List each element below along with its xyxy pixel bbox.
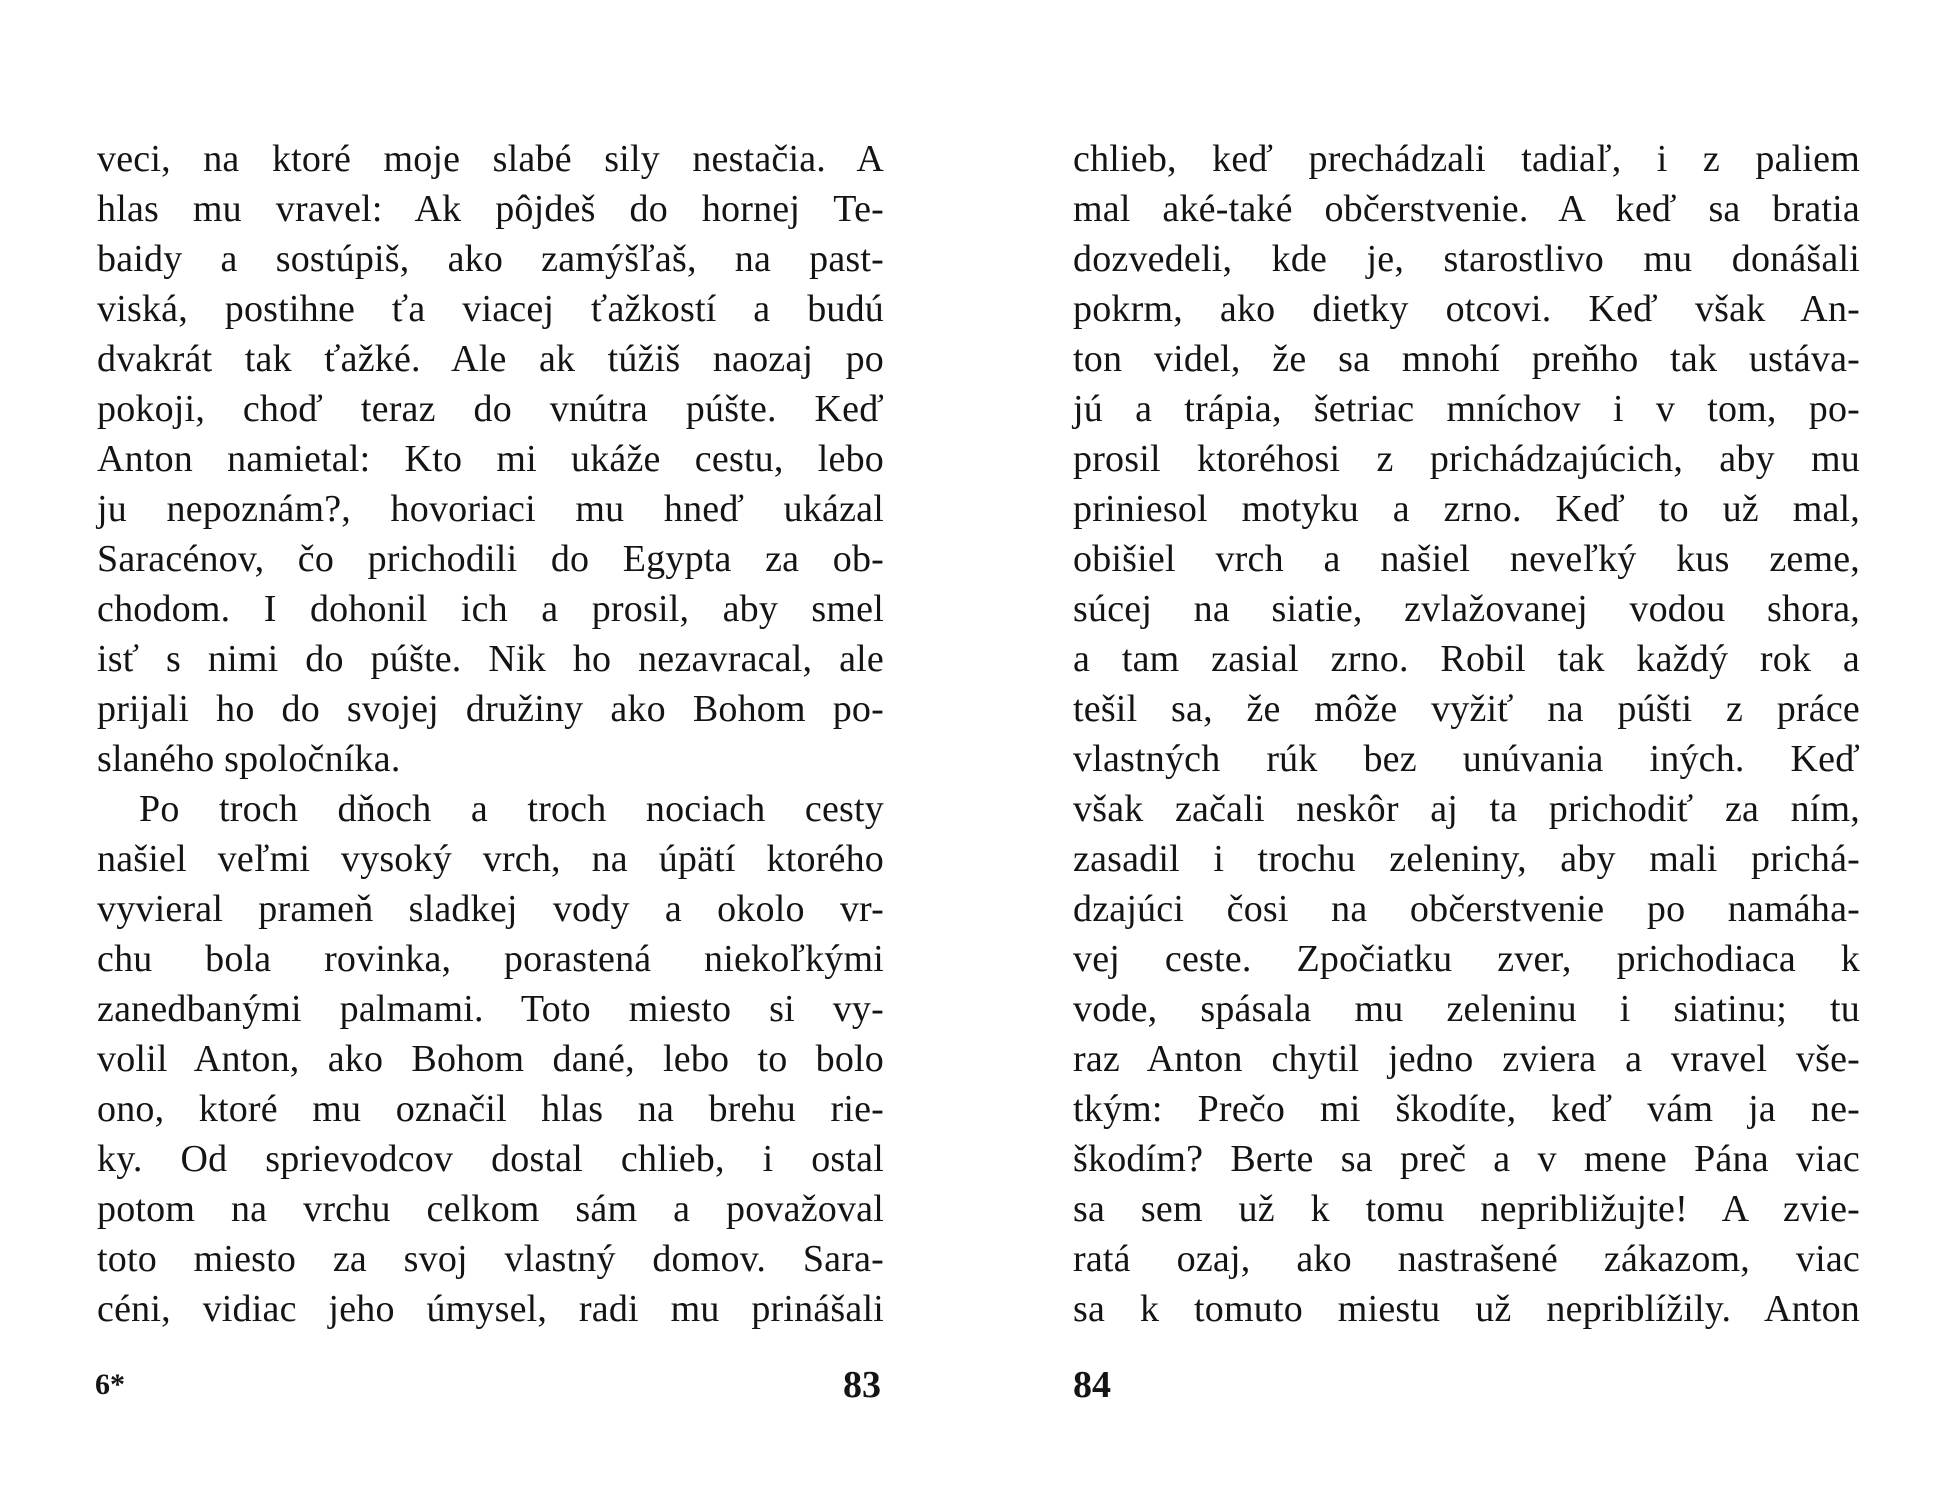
page-number-right: 84 (1073, 1364, 1111, 1406)
text-line: vej ceste. Zpočiatku zver, prichodiaca k (1073, 938, 1860, 980)
text-line: dozvedeli, kde je, starostlivo mu donášali (1073, 238, 1860, 280)
text-line: Anton namietal: Kto mi ukáže cestu, lebo (97, 438, 884, 480)
text-line: mal aké-také občerstvenie. A keď sa bratia (1073, 188, 1860, 230)
text-line: viská, postihne ťa viacej ťažkostí a budú (97, 288, 884, 330)
text-line: ky. Od sprievodcov dostal chlieb, i ostal (97, 1138, 884, 1180)
text-line: raz Anton chytil jedno zviera a vravel vše- (1073, 1038, 1860, 1080)
text-line: našiel veľmi vysoký vrch, na úpätí ktorého (97, 838, 884, 880)
text-line: súcej na siatie, zvlažovanej vodou shora, (1073, 588, 1860, 630)
text-line: chlieb, keď prechádzali tadiaľ, i z paliem (1073, 138, 1860, 180)
text-line: vlastných rúk bez unúvania iných. Keď (1073, 738, 1860, 780)
text-line: chu bola rovinka, porastená niekoľkými (97, 938, 884, 980)
text-line: prijali ho do svojej družiny ako Bohom po- (97, 688, 884, 730)
text-line: volil Anton, ako Bohom dané, lebo to bolo (97, 1038, 884, 1080)
text-line: dvakrát tak ťažké. Ale ak túžiš naozaj po (97, 338, 884, 380)
text-line: chodom. I dohonil ich a prosil, aby smel (97, 588, 884, 630)
signature-mark: 6* (95, 1368, 125, 1401)
page-number-left: 83 (843, 1364, 881, 1406)
text-line: ton videl, že sa mnohí preňho tak ustáva- (1073, 338, 1860, 380)
text-line: zasadil i trochu zeleniny, aby mali prichá- (1073, 838, 1860, 880)
text-line: toto miesto za svoj vlastný domov. Sara- (97, 1238, 884, 1280)
text-line: hlas mu vravel: Ak pôjdeš do hornej Te- (97, 188, 884, 230)
text-line: baidy a sostúpiš, ako zamýšľaš, na past- (97, 238, 884, 280)
text-line: sa k tomuto miestu už nepriblížily. Anton (1073, 1288, 1860, 1330)
text-line: potom na vrchu celkom sám a považoval (97, 1188, 884, 1230)
text-line: zanedbanými palmami. Toto miesto si vy- (97, 988, 884, 1030)
text-line: ratá ozaj, ako nastrašené zákazom, viac (1073, 1238, 1860, 1280)
text-line: sa sem už k tomu nepribližujte! A zvie- (1073, 1188, 1860, 1230)
text-line: vode, spásala mu zeleninu i siatinu; tu (1073, 988, 1860, 1030)
text-line: pokrm, ako dietky otcovi. Keď však An- (1073, 288, 1860, 330)
text-line: tkým: Prečo mi škodíte, keď vám ja ne- (1073, 1088, 1860, 1130)
text-line: veci, na ktoré moje slabé sily nestačia. A (97, 138, 884, 180)
text-line: ju nepoznám?, hovoriaci mu hneď ukázal (97, 488, 884, 530)
text-line: isť s nimi do púšte. Nik ho nezavracal, ale (97, 638, 884, 680)
text-line: jú a trápia, šetriac mníchov i v tom, po- (1073, 388, 1860, 430)
right-page (972, 0, 1944, 1500)
text-line: prosil ktoréhosi z prichádzajúcich, aby mu (1073, 438, 1860, 480)
text-line: Saracénov, čo prichodili do Egypta za ob- (97, 538, 884, 580)
text-line: a tam zasial zrno. Robil tak každý rok a (1073, 638, 1860, 680)
text-line: škodím? Berte sa preč a v mene Pána viac (1073, 1138, 1860, 1180)
text-line: vyvieral prameň sladkej vody a okolo vr- (97, 888, 884, 930)
text-line: však začali neskôr aj ta prichodiť za ním, (1073, 788, 1860, 830)
text-line: tešil sa, že môže vyžiť na púšti z práce (1073, 688, 1860, 730)
text-line: céni, vidiac jeho úmysel, radi mu prinášali (97, 1288, 884, 1330)
text-line: ono, ktoré mu označil hlas na brehu rie- (97, 1088, 884, 1130)
right-page-text (1073, 134, 1860, 1334)
text-line: obišiel vrch a našiel neveľký kus zeme, (1073, 538, 1860, 580)
left-page-text (97, 134, 884, 1334)
text-line: priniesol motyku a zrno. Keď to už mal, (1073, 488, 1860, 530)
text-line: slaného spoločníka. (97, 738, 401, 780)
text-line: pokoji, choď teraz do vnútra púšte. Keď (97, 388, 884, 430)
paragraph-start-line: Po troch dňoch a troch nociach cesty (139, 788, 884, 830)
text-line: dzajúci čosi na občerstvenie po namáha- (1073, 888, 1860, 930)
